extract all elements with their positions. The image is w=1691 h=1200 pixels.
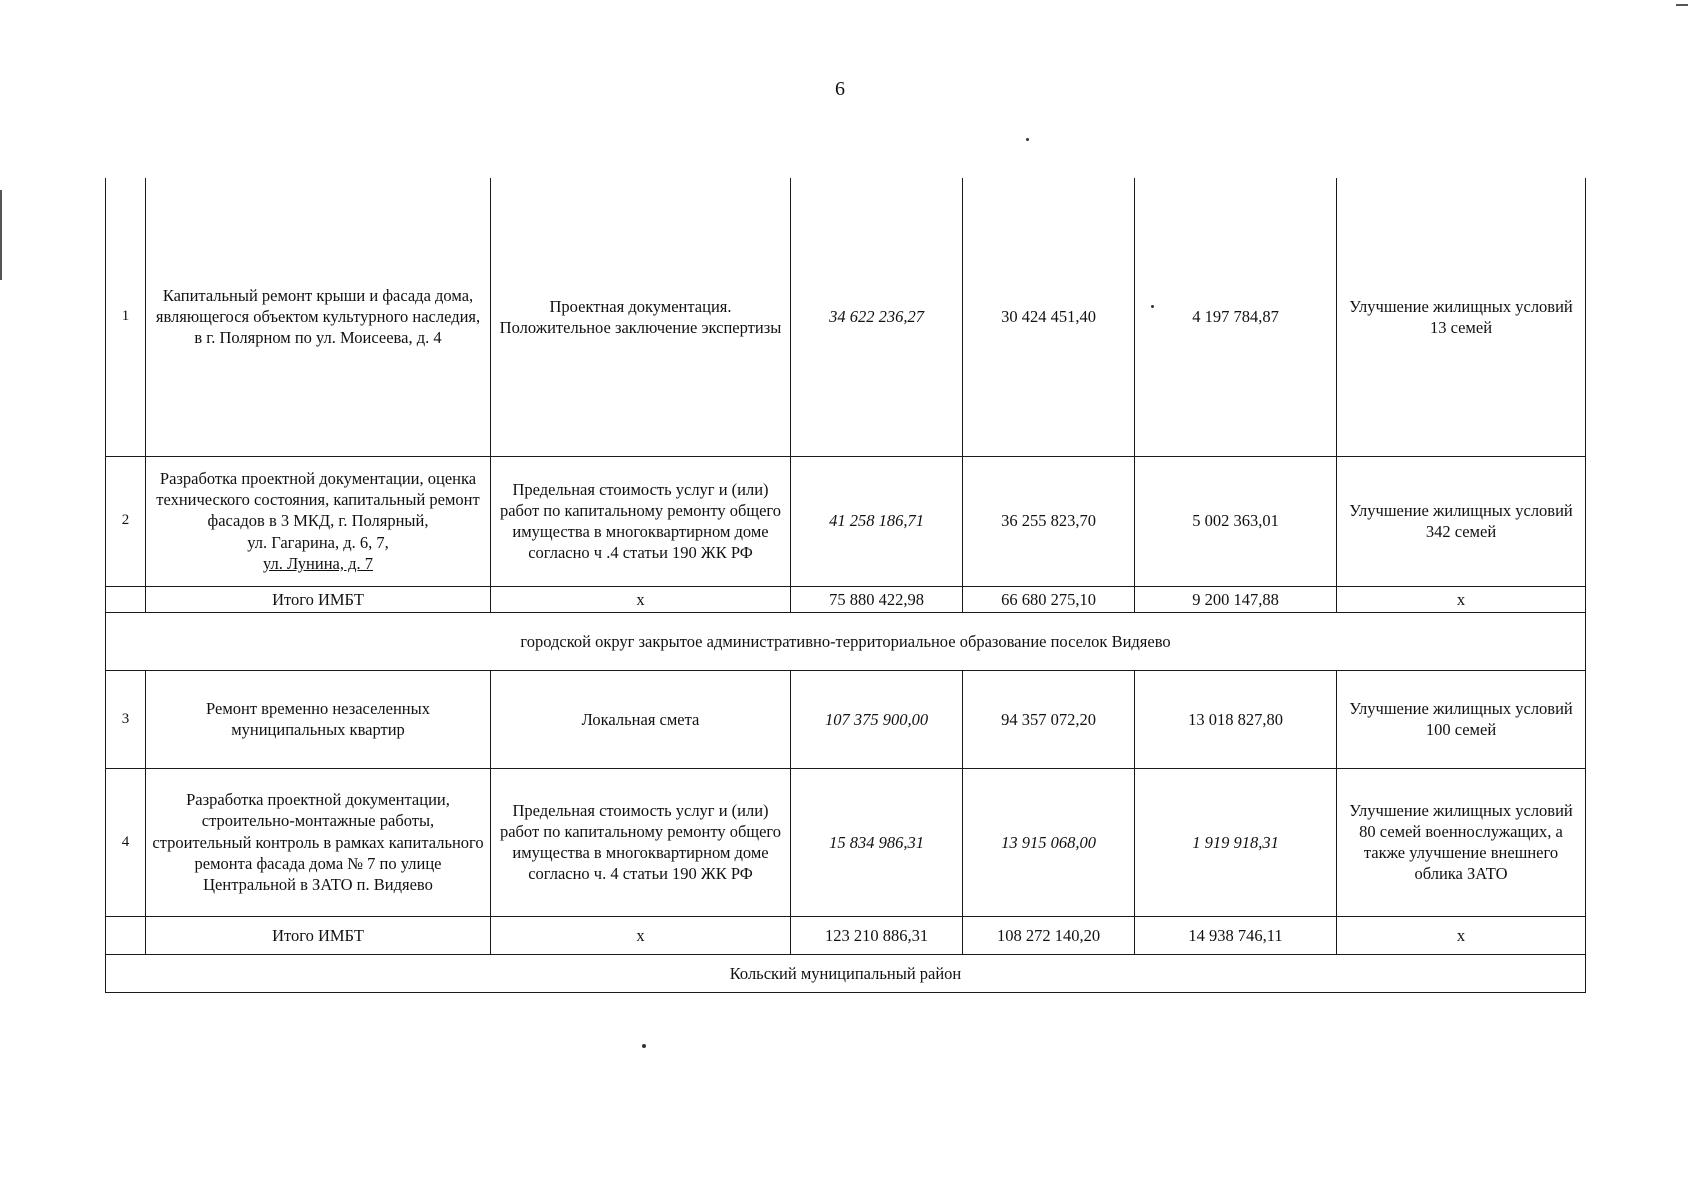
row-number: 4 bbox=[106, 768, 146, 916]
expected-result: Улучшение жилищных условий 342 семей bbox=[1337, 456, 1586, 586]
row-number: 1 bbox=[106, 178, 146, 456]
subtotal-label: Итого ИМБТ bbox=[146, 586, 491, 612]
table-row bbox=[106, 178, 1586, 456]
row-number-empty bbox=[106, 586, 146, 612]
scan-speck bbox=[642, 1044, 646, 1048]
amount-col5: 94 357 072,20 bbox=[963, 670, 1135, 768]
total-amount: 41 258 186,71 bbox=[791, 456, 963, 586]
subtotal-total: 75 880 422,98 bbox=[791, 586, 963, 612]
subtotal-basis: x bbox=[491, 586, 791, 612]
table-row bbox=[106, 768, 1586, 916]
subtotal-col5: 66 680 275,10 bbox=[963, 586, 1135, 612]
subtotal-total: 123 210 886,31 bbox=[791, 916, 963, 954]
section-header-row bbox=[106, 612, 1586, 670]
project-name: Капитальный ремонт крыши и фасада дома, являющегося объектом культурного наследия, в г. Полярном по ул. Моисеева, д. 4 bbox=[146, 178, 491, 456]
amount-col6: 1 919 918,31 bbox=[1135, 768, 1337, 916]
project-name: Разработка проектной документации, строительно-монтажные работы, строительный контроль в рамках капитального ремонта фасада дома № 7 по улице Центральной в ЗАТО п. Видяево bbox=[146, 768, 491, 916]
subtotal-row bbox=[106, 916, 1586, 954]
section-title: Кольский муниципальный район bbox=[106, 954, 1586, 992]
subtotal-result: x bbox=[1337, 916, 1586, 954]
subtotal-label: Итого ИМБТ bbox=[146, 916, 491, 954]
project-name-line: ул. Лунина, д. 7 bbox=[263, 553, 373, 573]
scan-speck bbox=[1026, 138, 1029, 141]
total-amount: 107 375 900,00 bbox=[791, 670, 963, 768]
project-name-line: ул. Гагарина, д. 6, 7, bbox=[247, 532, 389, 552]
cost-basis: Предельная стоимость услуг и (или) работ по капитальному ремонту общего имущества в многоквартирном доме согласно ч. 4 статьи 190 ЖК РФ bbox=[491, 768, 791, 916]
subtotal-basis: x bbox=[491, 916, 791, 954]
subtotal-row bbox=[106, 586, 1586, 612]
cost-basis: Локальная смета bbox=[491, 670, 791, 768]
table-row bbox=[106, 670, 1586, 768]
total-amount: 34 622 236,27 bbox=[791, 178, 963, 456]
page-number: 6 bbox=[835, 78, 845, 100]
subtotal-col6: 9 200 147,88 bbox=[1135, 586, 1337, 612]
section-title: городской округ закрытое административно-территориальное образование поселок Видяево bbox=[106, 612, 1586, 670]
project-name-line: Разработка проектной документации, оценка технического состояния, капитальный ремонт фасадов в 3 МКД, г. Полярный, bbox=[156, 469, 480, 531]
amount-col5: 13 915 068,00 bbox=[963, 768, 1135, 916]
row-number: 3 bbox=[106, 670, 146, 768]
subtotal-result: x bbox=[1337, 586, 1586, 612]
scan-edge-mark bbox=[1676, 4, 1688, 6]
subtotal-col6: 14 938 746,11 bbox=[1135, 916, 1337, 954]
amount-col5: 36 255 823,70 bbox=[963, 456, 1135, 586]
cost-basis: Предельная стоимость услуг и (или) работ по капитальному ремонту общего имущества в многоквартирном доме согласно ч .4 статьи 190 ЖК РФ bbox=[491, 456, 791, 586]
row-number: 2 bbox=[106, 456, 146, 586]
total-amount: 15 834 986,31 bbox=[791, 768, 963, 916]
amount-col6: 5 002 363,01 bbox=[1135, 456, 1337, 586]
amount-col6: 13 018 827,80 bbox=[1135, 670, 1337, 768]
funding-table bbox=[105, 178, 1586, 993]
expected-result: Улучшение жилищных условий 13 семей bbox=[1337, 178, 1586, 456]
project-name: Ремонт временно незаселенных муниципальных квартир bbox=[146, 670, 491, 768]
cost-basis: Проектная документация. Положительное заключение экспертизы bbox=[491, 178, 791, 456]
project-name bbox=[146, 456, 491, 586]
expected-result: Улучшение жилищных условий 80 семей военнослужащих, а также улучшение внешнего облика ЗАТО bbox=[1337, 768, 1586, 916]
section-header-row bbox=[106, 954, 1586, 992]
amount-col6: 4 197 784,87 bbox=[1135, 178, 1337, 456]
row-number-empty bbox=[106, 916, 146, 954]
subtotal-col5: 108 272 140,20 bbox=[963, 916, 1135, 954]
expected-result: Улучшение жилищных условий 100 семей bbox=[1337, 670, 1586, 768]
scan-edge-mark bbox=[0, 190, 2, 280]
table-row bbox=[106, 456, 1586, 586]
amount-col5: 30 424 451,40 bbox=[963, 178, 1135, 456]
